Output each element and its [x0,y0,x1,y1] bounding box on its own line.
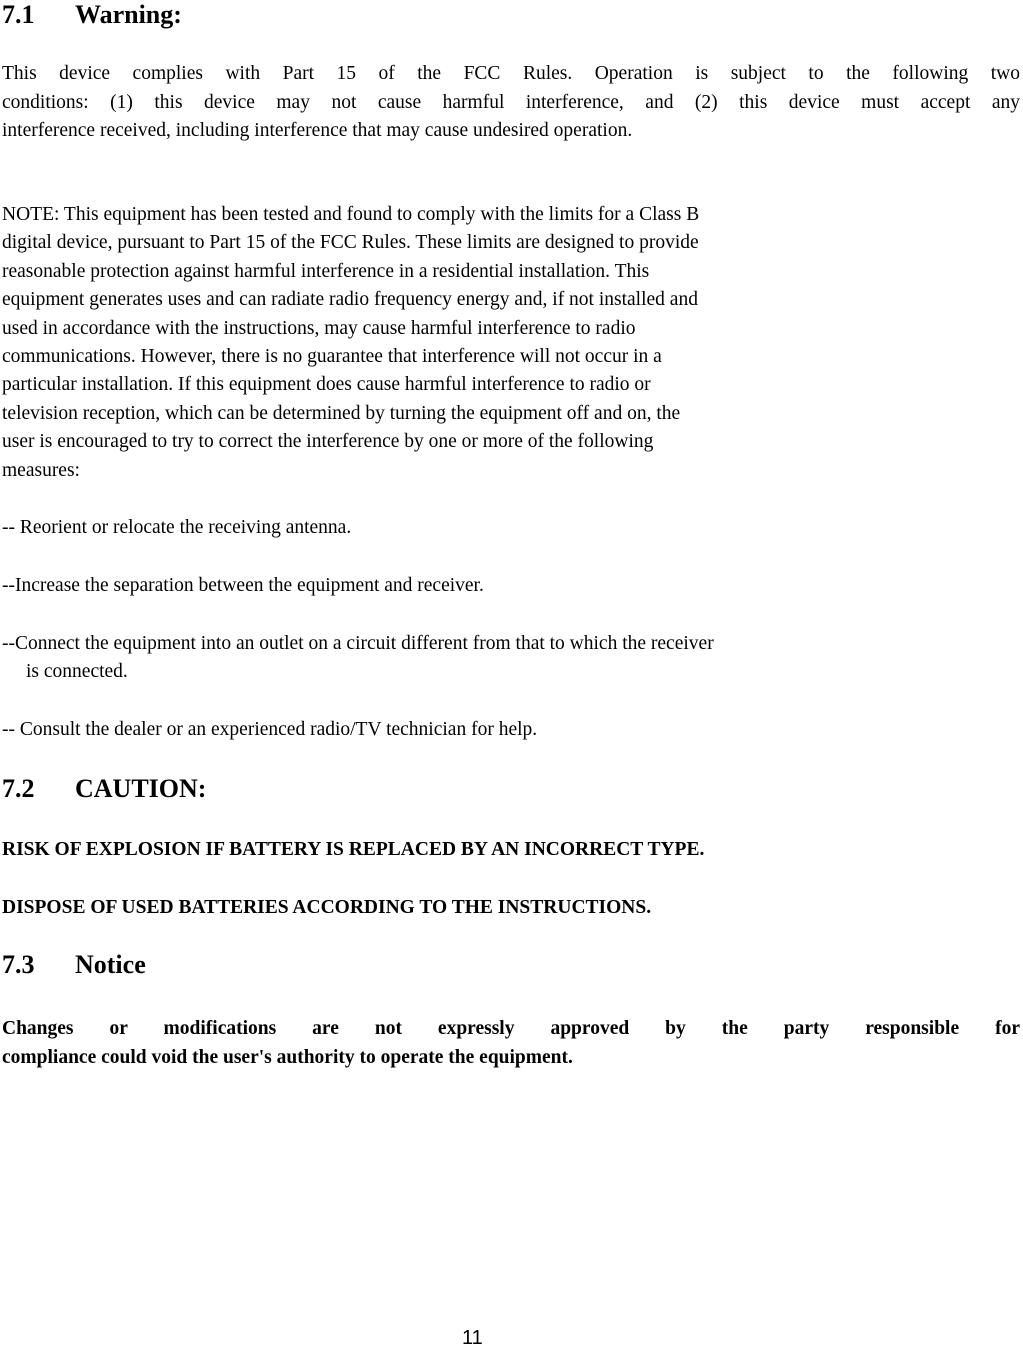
section-title: Notice [75,950,146,979]
paragraph-line: interference received, including interference that may cause undesired operation. [2,120,633,142]
measure-item: --Connect the equipment into an outlet on a circuit different from that to which the receiver [2,633,714,654]
note-line: particular installation. If this equipment does cause harmful interference to radio or [2,374,651,396]
note-line: television reception, which can be determined by turning the equipment off and on, the [2,402,681,424]
paragraph-line: conditions: (1) this device may not cause harmful interference, and (2) this device must accept any [2,91,1020,113]
measure-item: --Increase the separation between the equipment and receiver. [2,575,484,596]
section-number: 7.3 [2,950,35,979]
note-line: equipment generates uses and can radiate radio frequency energy and, if not installed and [2,289,698,311]
caution-line: RISK OF EXPLOSION IF BATTERY IS REPLACED BY AN INCORRECT TYPE. [2,839,705,860]
measure-item-continuation: is connected. [26,661,128,682]
paragraph-line: This device complies with Part 15 of the FCC Rules. Operation is subject to the following two [2,63,1020,84]
note-line: user is encouraged to try to correct the interference by one or more of the following [2,431,654,453]
measure-item: -- Consult the dealer or an experienced radio/TV technician for help. [2,719,538,740]
section-title: Warning: [75,0,182,29]
note-line: reasonable protection against harmful interference in a residential installation. This [2,260,650,282]
caution-line: DISPOSE OF USED BATTERIES ACCORDING TO THE INSTRUCTIONS. [2,897,652,918]
notice-line: compliance could void the user's authority to operate the equipment. [2,1046,573,1068]
section-number: 7.1 [2,0,35,29]
note-line: used in accordance with the instructions, may cause harmful interference to radio [2,317,636,339]
section-heading-warning [2,0,182,30]
section-heading-notice [2,950,146,980]
note-line: communications. However, there is no guarantee that interference will not occur in a [2,345,662,367]
page-number: 11 [462,1327,483,1349]
note-line: NOTE: This equipment has been tested and found to comply with the limits for a Class B [2,204,700,225]
section-number: 7.2 [2,774,35,803]
section-heading-caution [2,774,206,804]
fcc-note [2,201,699,485]
notice-paragraph [2,1015,1020,1072]
measure-item: -- Reorient or relocate the receiving antenna. [2,517,352,538]
note-line: digital device, pursuant to Part 15 of the FCC Rules. These limits are designed to provide [2,232,699,254]
section-title: CAUTION: [75,774,207,803]
notice-line: Changes or modifications are not expressly approved by the party responsible for [2,1018,1020,1039]
note-line: measures: [2,459,80,481]
warning-paragraph [2,60,1020,146]
